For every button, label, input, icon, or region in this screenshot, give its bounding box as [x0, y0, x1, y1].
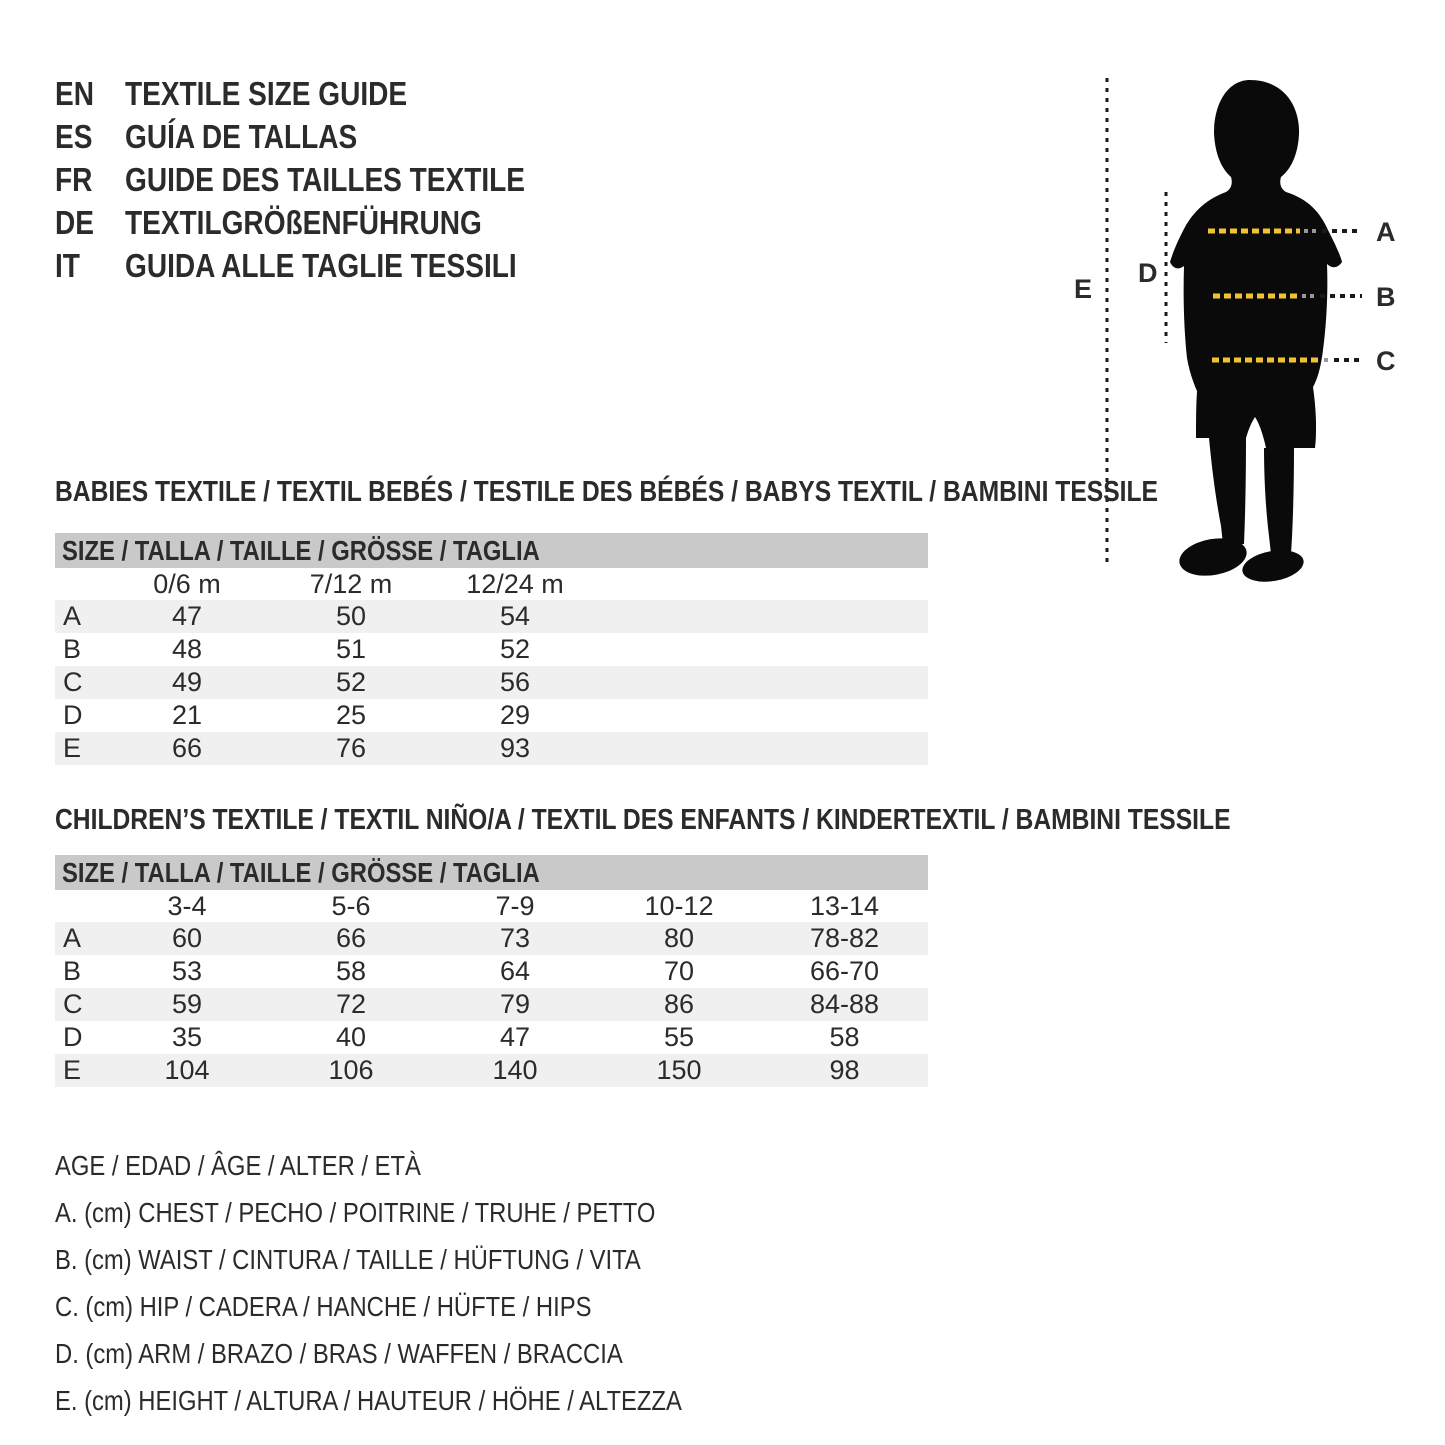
size-value-cell: 40	[335, 1022, 367, 1052]
measure-label-d: D	[1138, 258, 1158, 288]
column-header: 5-6	[331, 890, 371, 921]
size-value-cell: 49	[171, 667, 203, 697]
size-value-cell: 86	[663, 989, 695, 1019]
lang-title: GUIDA ALLE TAGLIE TESSILI	[125, 246, 517, 284]
lang-row-es	[55, 115, 596, 158]
size-row	[55, 732, 928, 765]
size-value-cell: 55	[663, 1022, 695, 1052]
size-row	[55, 1054, 928, 1087]
size-row	[55, 633, 928, 666]
size-value-cell: 80	[663, 923, 695, 953]
lang-row-de	[55, 201, 596, 244]
size-value-cell: 78-82	[809, 923, 880, 953]
size-value-cell: 52	[499, 634, 531, 664]
legend-line-hip: C. (cm) HIP / CADERA / HANCHE / HÜFTE / HIPS	[55, 1290, 592, 1322]
column-header: 12/24 m	[466, 568, 564, 599]
empty-cell	[55, 890, 105, 922]
empty-cell	[597, 699, 928, 732]
lang-title: GUIDE DES TAILLES TEXTILE	[125, 160, 526, 198]
size-value-cell: 47	[499, 1022, 531, 1052]
size-value-cell: 50	[335, 601, 367, 631]
row-label: C	[63, 667, 83, 697]
size-value-cell: 66-70	[809, 956, 880, 986]
column-header: 10-12	[644, 890, 714, 921]
size-value-cell: 70	[663, 956, 695, 986]
measure-label-e: E	[1074, 274, 1093, 304]
lang-code: DE	[55, 203, 94, 241]
measure-label-a: A	[1376, 217, 1396, 247]
row-label: D	[63, 1022, 83, 1052]
lang-title: GUÍA DE TALLAS	[125, 117, 358, 155]
lang-title: TEXTILE SIZE GUIDE	[125, 74, 408, 112]
size-value-cell: 66	[171, 733, 203, 763]
child-silhouette-figure	[1060, 70, 1420, 590]
silhouette-right-shoe	[1240, 546, 1306, 586]
empty-cell	[55, 568, 105, 600]
measure-label-b: B	[1376, 282, 1396, 312]
row-label: B	[63, 956, 82, 986]
silhouette-body	[1170, 80, 1342, 448]
size-value-cell: 140	[492, 1055, 538, 1085]
column-header-row	[55, 568, 928, 600]
column-header: 7/12 m	[309, 568, 393, 599]
size-row	[55, 955, 928, 988]
size-value-cell: 84-88	[809, 989, 880, 1019]
size-row	[55, 988, 928, 1021]
lang-code: FR	[55, 160, 93, 198]
babies-table	[55, 568, 928, 765]
size-value-cell: 52	[335, 667, 367, 697]
lang-row-en	[55, 72, 596, 115]
size-value-cell: 79	[499, 989, 531, 1019]
size-value-cell: 54	[499, 601, 531, 631]
child-silhouette	[1170, 80, 1342, 586]
row-label: E	[63, 1055, 82, 1085]
legend-line-age: AGE / EDAD / ÂGE / ALTER / ETÀ	[55, 1149, 421, 1181]
size-table-babies	[55, 533, 928, 765]
row-label: D	[63, 700, 83, 730]
lang-code: IT	[55, 246, 80, 284]
size-value-cell: 73	[499, 923, 531, 953]
size-header-bar: SIZE / TALLA / TAILLE / GRÖSSE / TAGLIA	[55, 533, 928, 568]
row-label: B	[63, 634, 82, 664]
size-value-cell: 60	[171, 923, 203, 953]
size-table-children	[55, 855, 928, 1087]
size-value-cell: 58	[335, 956, 367, 986]
size-value-cell: 56	[499, 667, 531, 697]
size-value-cell: 48	[171, 634, 203, 664]
lang-code: ES	[55, 117, 93, 155]
empty-cell	[597, 732, 928, 765]
size-value-cell: 25	[335, 700, 367, 730]
legend-block	[55, 1142, 792, 1424]
size-value-cell: 59	[171, 989, 203, 1019]
row-label: A	[63, 923, 82, 953]
empty-cell	[597, 633, 928, 666]
size-value-cell: 58	[829, 1022, 860, 1052]
column-header: 13-14	[809, 890, 880, 921]
column-header: 3-4	[167, 890, 207, 921]
size-value-cell: 93	[499, 733, 531, 763]
section-title-babies: BABIES TEXTILE / TEXTIL BEBÉS / TESTILE DES BÉBÉS / BABYS TEXTIL / BAMBINI TESSILE	[55, 476, 1159, 508]
size-value-cell: 53	[171, 956, 203, 986]
size-value-cell: 106	[328, 1055, 374, 1085]
row-label: A	[63, 601, 82, 631]
size-row	[55, 1021, 928, 1054]
size-value-cell: 21	[171, 700, 203, 730]
children-table	[55, 890, 928, 1087]
legend-line-height: E. (cm) HEIGHT / ALTURA / HAUTEUR / HÖHE / ALTEZZA	[55, 1384, 682, 1416]
size-value-cell: 98	[829, 1055, 860, 1085]
legend-line-chest: A. (cm) CHEST / PECHO / POITRINE / TRUHE / PETTO	[55, 1196, 656, 1228]
size-value-cell: 51	[335, 634, 367, 664]
size-value-cell: 64	[499, 956, 531, 986]
section-title-children: CHILDREN’S TEXTILE / TEXTIL NIÑO/A / TEXTIL DES ENFANTS / KINDERTEXTIL / BAMBINI TESSILE	[55, 804, 1231, 836]
column-header: 7-9	[495, 890, 535, 921]
lang-code: EN	[55, 74, 94, 112]
size-value-cell: 76	[335, 733, 367, 763]
empty-cell	[597, 666, 928, 699]
column-header: 0/6 m	[153, 568, 221, 599]
size-value-cell: 47	[171, 601, 203, 631]
size-row	[55, 600, 928, 633]
lang-row-fr	[55, 158, 596, 201]
column-header-row	[55, 890, 928, 922]
measure-label-c: C	[1376, 346, 1396, 376]
size-header-bar: SIZE / TALLA / TAILLE / GRÖSSE / TAGLIA	[55, 855, 928, 890]
empty-cell	[597, 600, 928, 633]
size-value-cell: 72	[335, 989, 367, 1019]
legend-line-waist: B. (cm) WAIST / CINTURA / TAILLE / HÜFTUNG / VITA	[55, 1243, 641, 1275]
size-value-cell: 104	[164, 1055, 210, 1085]
lang-title: TEXTILGRÖßENFÜHRUNG	[125, 203, 482, 241]
empty-cell	[597, 568, 928, 600]
size-value-cell: 66	[335, 923, 367, 953]
lang-row-it	[55, 244, 596, 287]
size-value-cell: 29	[499, 700, 531, 730]
size-row	[55, 699, 928, 732]
size-row	[55, 922, 928, 955]
legend-line-arm: D. (cm) ARM / BRAZO / BRAS / WAFFEN / BRACCIA	[55, 1337, 623, 1369]
row-label: E	[63, 733, 82, 763]
size-value-cell: 150	[656, 1055, 702, 1085]
language-title-block	[55, 72, 596, 287]
size-row	[55, 666, 928, 699]
row-label: C	[63, 989, 83, 1019]
size-value-cell: 35	[171, 1022, 203, 1052]
